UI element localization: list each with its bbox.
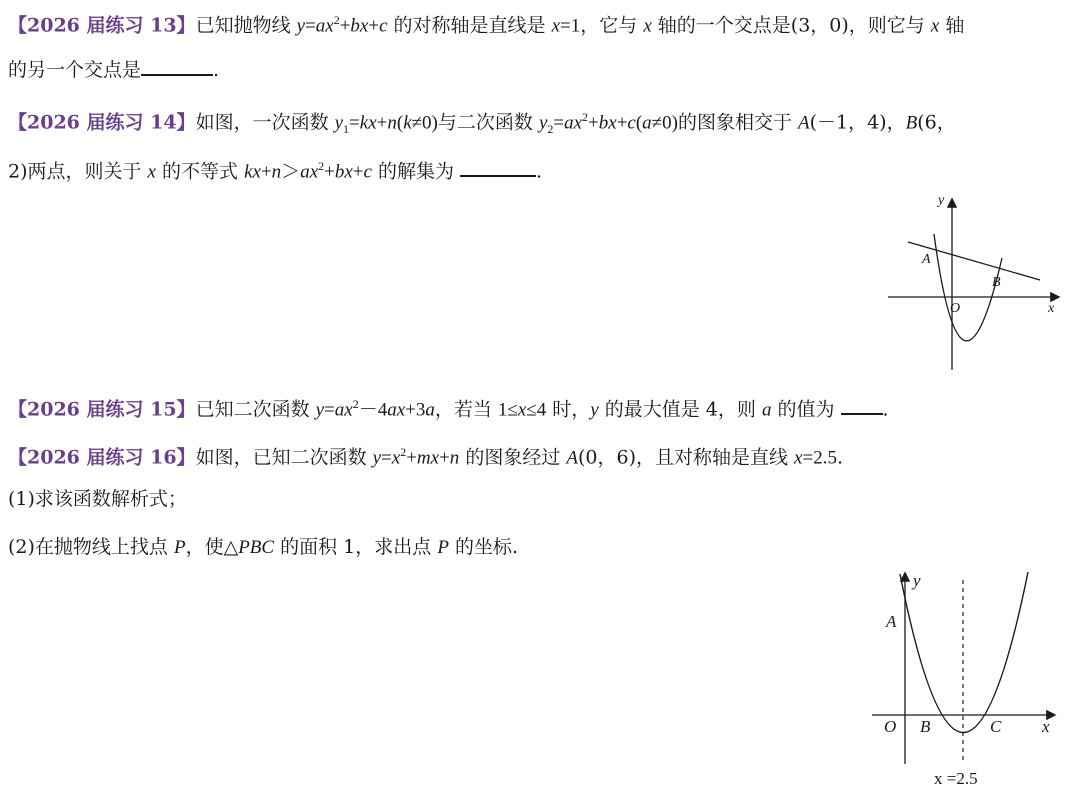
point-a-label: A bbox=[886, 612, 897, 631]
origin-label: O bbox=[950, 301, 961, 316]
problem-15-line-1: 【2026 届练习 15】已知二次函数 $y=ax^2-4ax+3a$，若当 1≤x≤4 时，y 的最大值是 4，则 a 的值为 . bbox=[8, 397, 889, 421]
answer-blank[interactable] bbox=[841, 395, 883, 415]
problem-16-part-1: (1)求该函数解析式； bbox=[8, 488, 187, 510]
answer-blank[interactable] bbox=[141, 56, 213, 76]
problem-16-part-2: (2)在抛物线上找点 P，使△PBC 的面积 1，求出点 P 的坐标. bbox=[8, 536, 519, 558]
problem-13-line-2: 的另一个交点是 . bbox=[8, 56, 219, 84]
problem-14-line-2: 2)两点，则关于 x 的不等式 $kx+n>ax^2+bx+c$ 的解集为 . bbox=[8, 159, 543, 183]
symmetry-label: x =2.5 bbox=[934, 769, 978, 788]
problem-14-line-1: 【2026 届练习 14】如图，一次函数 $y_1=kx+n(k\ne 0)$与二次函数 $y_2=ax^2+bx+c(a\ne 0)$的图象相交于 A(－1，4)，B(6， bbox=[8, 110, 956, 137]
y-label: y bbox=[913, 571, 921, 590]
problem-13-tag: 【2026 届练习 13】 bbox=[8, 14, 196, 37]
figure-parabola-symmetric bbox=[870, 570, 1070, 794]
point-b-label: B bbox=[992, 275, 1001, 290]
answer-blank[interactable] bbox=[460, 157, 536, 177]
origin-label: O bbox=[884, 717, 897, 736]
problem-15-tag: 【2026 届练习 15】 bbox=[8, 398, 196, 421]
problem-16-tag: 【2026 届练习 16】 bbox=[8, 446, 196, 469]
problem-16-line-1: 【2026 届练习 16】如图，已知二次函数 $y=x^2+mx+n$ 的图象经过 A(0，6)，且对称轴是直线 x=2.5. bbox=[8, 445, 843, 469]
y-label: y bbox=[938, 193, 945, 208]
figure-line-parabola bbox=[880, 188, 1070, 378]
problem-14-tag: 【2026 届练习 14】 bbox=[8, 111, 196, 134]
point-c-label: C bbox=[990, 717, 1002, 736]
parabola-graph bbox=[900, 572, 1028, 733]
problem-13-line-1: 【2026 届练习 13】已知抛物线 $y=ax^2+bx+c$ 的对称轴是直线是 x=1，它与 x 轴的一个交点是(3，0)，则它与 x 轴 bbox=[8, 13, 965, 37]
point-a-label: A bbox=[922, 252, 931, 267]
x-label: x bbox=[1048, 301, 1055, 316]
x-label: x bbox=[1042, 717, 1050, 736]
point-b-label: B bbox=[920, 717, 931, 736]
